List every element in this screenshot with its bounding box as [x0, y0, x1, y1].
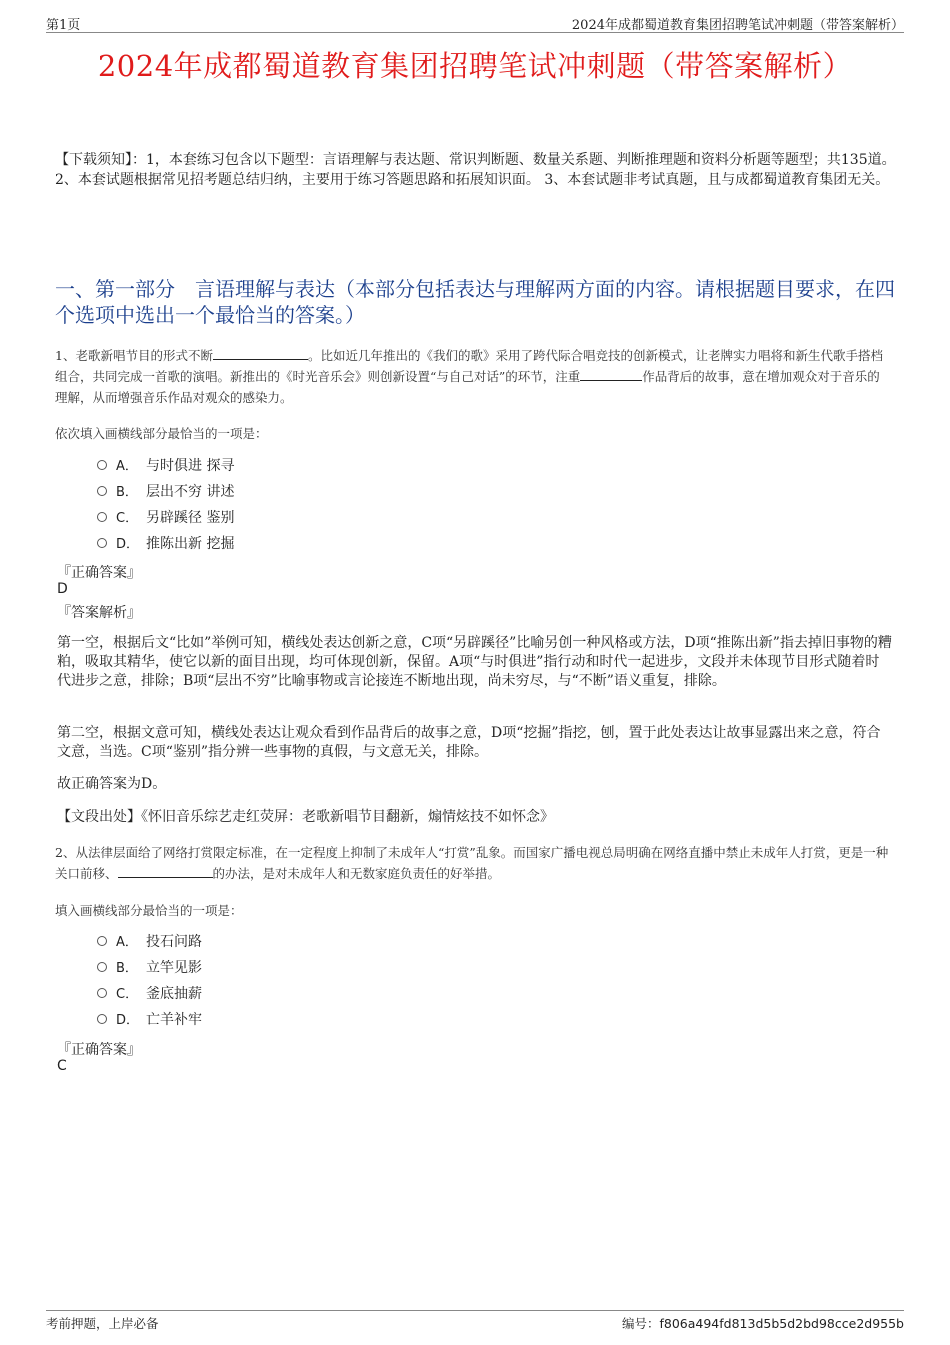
radio-icon[interactable]	[97, 936, 107, 946]
q2-answer-label: 『正确答案』	[57, 1042, 141, 1058]
q1-analysis-paragraph-2: 第二空，根据文意可知，横线处表达让观众看到作品背后的故事之意，D项“挖掘”指挖，刨，置于此处表达让故事显露出来之意，符合文意，当选。C项“鉴别”指分辨一些事物的真假，与文意无关，排除。	[57, 725, 881, 760]
question-1-prompt: 依次填入画横线部分最恰当的一项是：	[55, 426, 268, 441]
q1-option-c[interactable]: C． 另辟蹊径 鉴别	[97, 508, 234, 528]
radio-icon[interactable]	[97, 512, 107, 522]
radio-icon[interactable]	[97, 538, 107, 548]
download-notice: 【下载须知】：1，本套练习包含以下题型：言语理解与表达题、常识判断题、数量关系题、判断推理题和资料分析题等题型；共135道。 2、本套试题根据常见招考题总结归纳，主要用于练习答题思路和拓展知识面。 3、本套试题非考试真题，且与成都蜀道教育集团无关。	[55, 152, 896, 188]
radio-icon[interactable]	[97, 1014, 107, 1024]
footer-divider	[46, 1310, 904, 1311]
q1-conclusion: 故正确答案为D。	[57, 776, 167, 792]
section-heading: 一、第一部分 言语理解与表达（本部分包括表达与理解两方面的内容。请根据题目要求，在四个选项中选出一个最恰当的答案。）	[55, 277, 895, 327]
footer-code	[622, 1314, 904, 1332]
question-2-text-a: 2、从法律层面给了网络打赏限定标准，在一定程度上抑制了未成年人“打赏”乱象。而国家广播电视总局明确在网络直播中禁止未成年人打赏，更是一种关口前移、	[55, 845, 889, 881]
page-title: 2024年成都蜀道教育集团招聘笔试冲刺题（带答案解析）	[97, 49, 853, 83]
q1-answer: D	[57, 581, 68, 597]
radio-icon[interactable]	[97, 962, 107, 972]
question-1-text-b: 。比如近几年推出的《我们的歌》采用了跨代际合唱竞技的创新模式，让老牌实力唱将和新生代歌手搭档组合，共同完成一首歌的演唱。新推出的《时光音乐会》则创新设置“与自己对话”的环节，注重	[55, 348, 883, 384]
question-2-stem	[55, 842, 890, 884]
q1-analysis-label: 『答案解析』	[57, 605, 141, 621]
footer-code-label: 编号：	[621, 1316, 660, 1331]
question-2-text-b: 的办法，是对未成年人和无数家庭负责任的好举措。	[212, 866, 501, 881]
radio-icon[interactable]	[97, 486, 107, 496]
q2-option-c[interactable]: C． 釜底抽薪	[97, 984, 202, 1004]
radio-icon[interactable]	[97, 988, 107, 998]
header-divider	[46, 32, 904, 33]
blank-2	[580, 368, 642, 381]
question-1-stem	[55, 345, 890, 408]
blank-1	[213, 347, 308, 360]
blank-3	[118, 865, 213, 878]
question-2-prompt: 填入画横线部分最恰当的一项是：	[55, 903, 243, 918]
footer-slogan: 考前押题，上岸必备	[46, 1316, 159, 1331]
q2-option-d[interactable]: D． 亡羊补牢	[97, 1010, 202, 1030]
page-number: 第1页	[46, 18, 81, 33]
q1-option-b[interactable]: B． 层出不穷 讲述	[97, 482, 234, 502]
footer-code-value: f806a494fd813d5b5d2bd98cce2d955b	[659, 1316, 904, 1331]
q1-source: 【文段出处】《怀旧音乐综艺走红荧屏：老歌新唱节目翻新，煽情炫技不如怀念》	[57, 809, 554, 825]
header-doc-title: 2024年成都蜀道教育集团招聘笔试冲刺题（带答案解析）	[571, 18, 904, 33]
q2-option-b[interactable]: B． 立竿见影	[97, 958, 202, 978]
q1-option-d[interactable]: D． 推陈出新 挖掘	[97, 534, 234, 554]
question-1-text-c: 作品背后的故事，意在增加观众对于音乐的理解，从而增强音乐作品对观众的感染力。	[55, 369, 880, 405]
q1-analysis-paragraph-1: 第一空，根据后文“比如”举例可知，横线处表达创新之意，C项“另辟蹊径”比喻另创一种风格或方法，D项“推陈出新”指去掉旧事物的糟粕，吸取其精华，使它以新的面目出现，均可体现创新，保留。A项“与时俱进”指行动和时代一起进步，文段并未体现节目形式随着时代进步之意，排除；B项“层出不穷”比喻事物或言论接连不断地出现，尚未穷尽，与“不断”语义重复，排除。	[57, 635, 892, 689]
q2-option-a[interactable]: A． 投石问路	[97, 932, 202, 952]
q1-option-a[interactable]: A． 与时俱进 探寻	[97, 456, 234, 476]
question-1-text-a: 1、老歌新唱节目的形式不断	[55, 348, 213, 363]
q2-answer: C	[57, 1058, 67, 1074]
radio-icon[interactable]	[97, 460, 107, 470]
q1-answer-label: 『正确答案』	[57, 565, 141, 581]
